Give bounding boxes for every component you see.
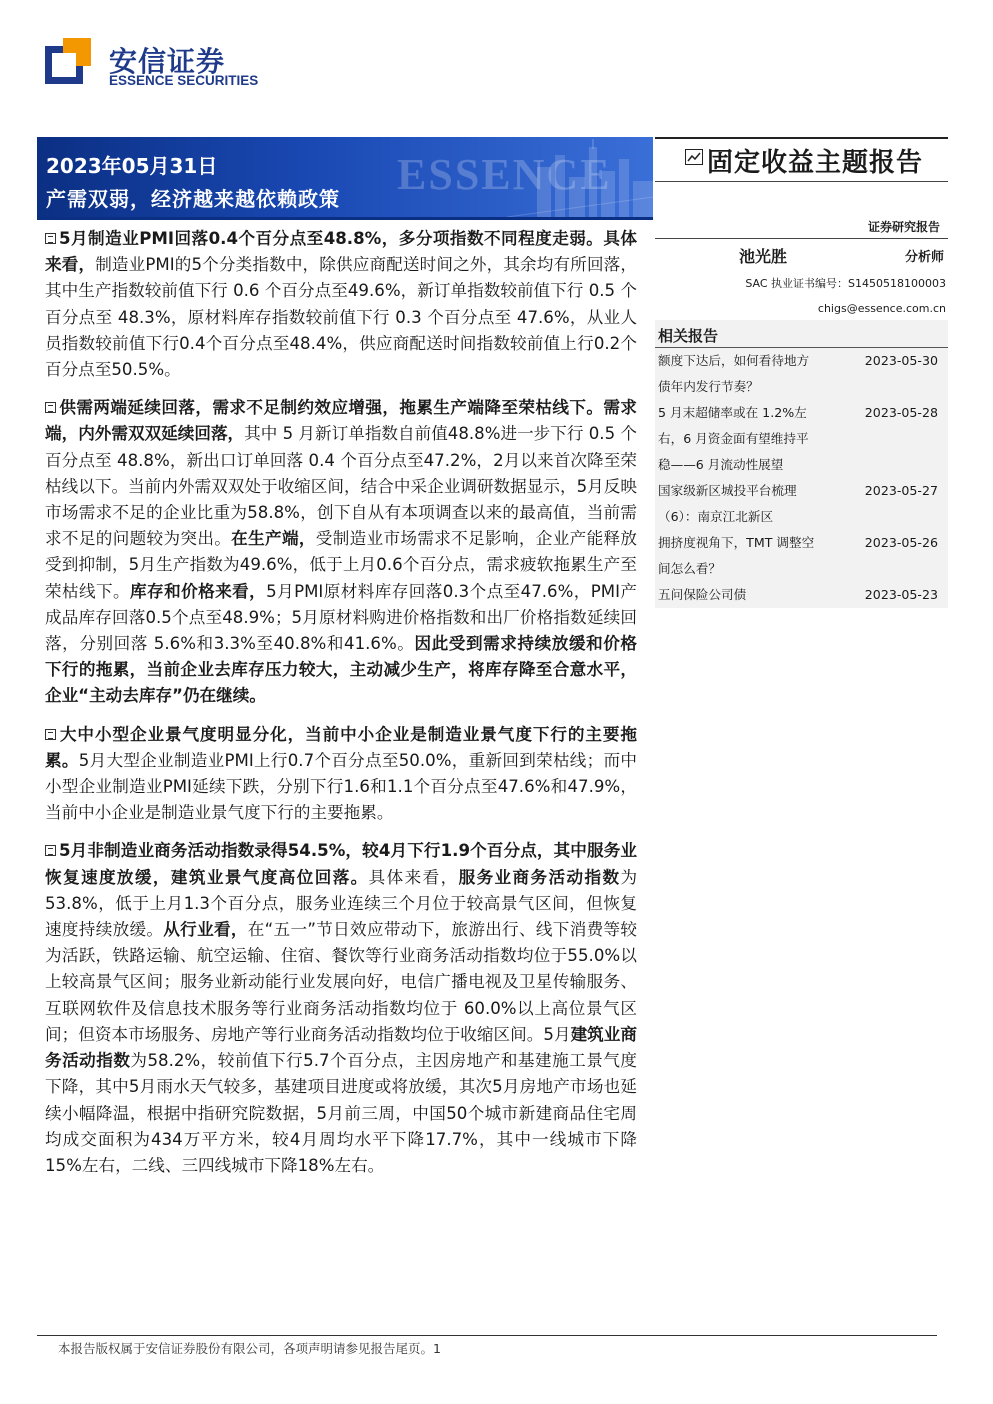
report-date: 2023年05月31日 — [46, 154, 218, 178]
bold-text-run: 库存和价格来看， — [130, 581, 267, 601]
sidebar-divider — [655, 238, 948, 239]
related-report-title — [655, 400, 840, 478]
footer-disclaimer: 本报告版权属于安信证券股份有限公司，各项声明请参见报告尾页。1 — [58, 1341, 441, 1356]
bullet-icon — [45, 402, 56, 413]
text-run: 在“五一”节日效应带动下，旅游出行、线下消费等较为活跃，铁路运输、航空运输、住宿、餐饮等行业商务活动指数均位于55.0%以上较高景气区间；服务业新动能行业发展向好，电信广播电视及卫星传输服务、互联网软件及信息技术服务等行业商务活动指数均位于 60.0%以上高位景气区间；但资本市场服务、房地产等行业商务活动指数均位于收缩区间。5月 — [45, 920, 637, 1044]
analyst-role: 分析师 — [904, 250, 944, 265]
text-run: 其中 5 月新订单指数自前值48.8%进一步下行 0.5 个百分点至 48.8%，新出口订单回落 0.4 个百分点至47.2%，2月以来首次降至荣枯线以下。当前内外需双双处于收缩区间，结合中采企业调研数据显示，5月反映市场需求不足的企业比重为58.8%，创下自从有本项调查以来的最高值，当前需求不足的问题较为突出。 — [45, 424, 638, 549]
paragraph-non-manufacturing — [45, 838, 637, 1179]
related-report-item[interactable] — [655, 530, 948, 582]
bullet-icon — [45, 845, 56, 856]
related-report-title — [655, 478, 840, 530]
related-report-item[interactable] — [655, 400, 948, 478]
bold-text-run: 5月非制造业商务活动指数录得54.5%，较4月下行1.9个百分点，其中服务业恢复速度放缓，建筑业景气度高位回落。 — [45, 841, 637, 887]
text-run: 具体来看， — [368, 867, 459, 887]
text-run: 为58.2%，较前值下行5.7个百分点，主因房地产和基建施工景气度下降，其中5月雨水天气较多，基建项目进度或将放缓，其次5月房地产市场也延续小幅降温，根据中指研究院数据，5月前三周，中国50个城市新建商品住宅周均成交面积为434万平方米，较4月周均水平下降17.7%，其中一线城市下降15%左右，二线、三四线城市下降18%左右。 — [45, 1051, 637, 1175]
report-series: 固定收益主题报告 — [707, 148, 924, 178]
report-body — [45, 226, 637, 1191]
banner-divider — [37, 217, 653, 220]
chart-icon — [685, 149, 703, 165]
related-report-date: 2023-05-23 — [864, 587, 938, 602]
logo-mark-icon — [45, 38, 93, 88]
related-report-title-line: （6）：南京江北新区 — [658, 509, 774, 524]
related-reports-heading: 相关报告 — [655, 320, 948, 348]
analyst-email[interactable]: chigs@essence.com.cn — [817, 302, 946, 315]
paragraph-pmi — [45, 226, 637, 383]
analyst-sac-number: SAC 执业证书编号：S1450518100003 — [745, 277, 946, 290]
related-report-title — [655, 582, 840, 608]
banner-watermark: ESSENCE — [397, 150, 612, 199]
related-reports-list — [655, 348, 948, 608]
related-report-date: 2023-05-27 — [864, 483, 938, 498]
related-report-title-line: 间怎么看？ — [658, 561, 721, 576]
bold-text-run: 建筑业商务活动指数 — [45, 1024, 637, 1071]
related-report-date: 2023-05-26 — [864, 535, 938, 550]
bold-text-run: 供需两端延续回落，需求不足制约效应增强，拖累生产端降至荣枯线下。需求端，内外需双双延续回落， — [45, 398, 637, 444]
related-report-date: 2023-05-28 — [864, 405, 938, 420]
bullet-icon — [45, 233, 56, 244]
report-banner — [37, 137, 653, 217]
company-logo — [45, 38, 259, 90]
bold-text-run: 5月制造业PMI回落0.4个百分点至48.8%，多分项指数不同程度走弱。具体来看， — [45, 229, 637, 275]
paragraph-supply-demand — [45, 395, 637, 709]
related-report-title-line: 稳——6 月流动性展望 — [658, 457, 784, 472]
bold-text-run: 服务业商务活动指数 — [458, 867, 621, 887]
related-report-title-line: 5 月末超储率或在 1.2%左 — [658, 405, 807, 420]
related-report-title-line: 国家级新区城投平台梳理 — [658, 483, 797, 498]
text-run: 5月大型企业制造业PMI上行0.7个百分点至50.0%，重新回到荣枯线；而中小型企业制造业PMI延续下跌，分别下行1.6和1.1个百分点至47.6%和47.9%，当前中小企业是制造业景气度下行的主要拖累。 — [45, 750, 638, 823]
analyst-name: 池光胜 — [739, 247, 788, 266]
bold-text-run: 因此受到需求持续放缓和价格下行的拖累，当前企业去库存压力较大，主动减少生产，将库存降至合意水平，企业“主动去库存”仍在继续。 — [45, 634, 637, 706]
related-report-title — [655, 348, 840, 400]
related-report-item[interactable] — [655, 478, 948, 530]
report-type: 证券研究报告 — [867, 220, 940, 234]
logo-name-cn: 安信证券 — [109, 45, 226, 78]
related-reports — [655, 320, 948, 608]
related-report-title-line: 五问保险公司债 — [658, 587, 747, 602]
sidebar-divider-top — [655, 137, 948, 139]
text-run: 5月PMI原材料库存回落0.3个点至47.6%，PMI产成品库存回落0.5个点至48.9%；5月原材料购进价格指数和出厂价格指数延续回落，分别回落 5.6%和3.3%至40.8%和41.6%。 — [45, 581, 637, 654]
related-report-item[interactable] — [655, 348, 948, 400]
related-report-title-line: 拥挤度视角下，TMT 调整空 — [658, 535, 815, 550]
bold-text-run: 从行业看， — [163, 920, 248, 940]
report-title: 产需双弱，经济越来越依赖政策 — [46, 187, 340, 211]
text-run: 制造业PMI的5个分类指数中，除供应商配送时间之外，其余均有所回落，其中生产指数较前值下行 0.6 个百分点至49.6%，新订单指数较前值下行 0.5 个百分点至 48.3%，原材料库存指数较前值下行 0.3 个百分点至 47.6%，从业人员指数较前值下行0.4个百分点至48.4%，供应商配送时间指数较前值上行0.2个百分点至50.5%。 — [45, 255, 638, 380]
related-report-title-line: 债年内发行节奏？ — [658, 379, 759, 394]
footer-divider — [37, 1335, 937, 1336]
bullet-icon — [45, 729, 56, 740]
bold-text-run: 大中小型企业景气度明显分化，当前中小企业是制造业景气度下行的主要拖累。 — [45, 724, 637, 770]
text-run: 为53.8%，低于上月1.3个百分点，服务业连续三个月位于较高景气区间，但恢复速度持续放缓。 — [45, 867, 638, 940]
related-report-title — [655, 530, 840, 582]
text-run: 受制造业市场需求不足影响，企业产能释放受到抑制，5月生产指数为49.6%，低于上月0.6个百分点，需求疲软拖累生产至荣枯线下。 — [45, 529, 638, 601]
related-report-title-line: 额度下达后，如何看待地方 — [658, 353, 810, 368]
related-report-item[interactable] — [655, 582, 948, 608]
related-report-date: 2023-05-30 — [864, 353, 938, 368]
sidebar-divider — [655, 181, 948, 182]
paragraph-enterprise-size — [45, 722, 637, 827]
related-report-title-line: 右，6 月资金面有望维持平 — [658, 431, 809, 446]
bold-text-run: 在生产端， — [231, 529, 316, 549]
logo-name-en: ESSENCE SECURITIES — [109, 73, 259, 88]
